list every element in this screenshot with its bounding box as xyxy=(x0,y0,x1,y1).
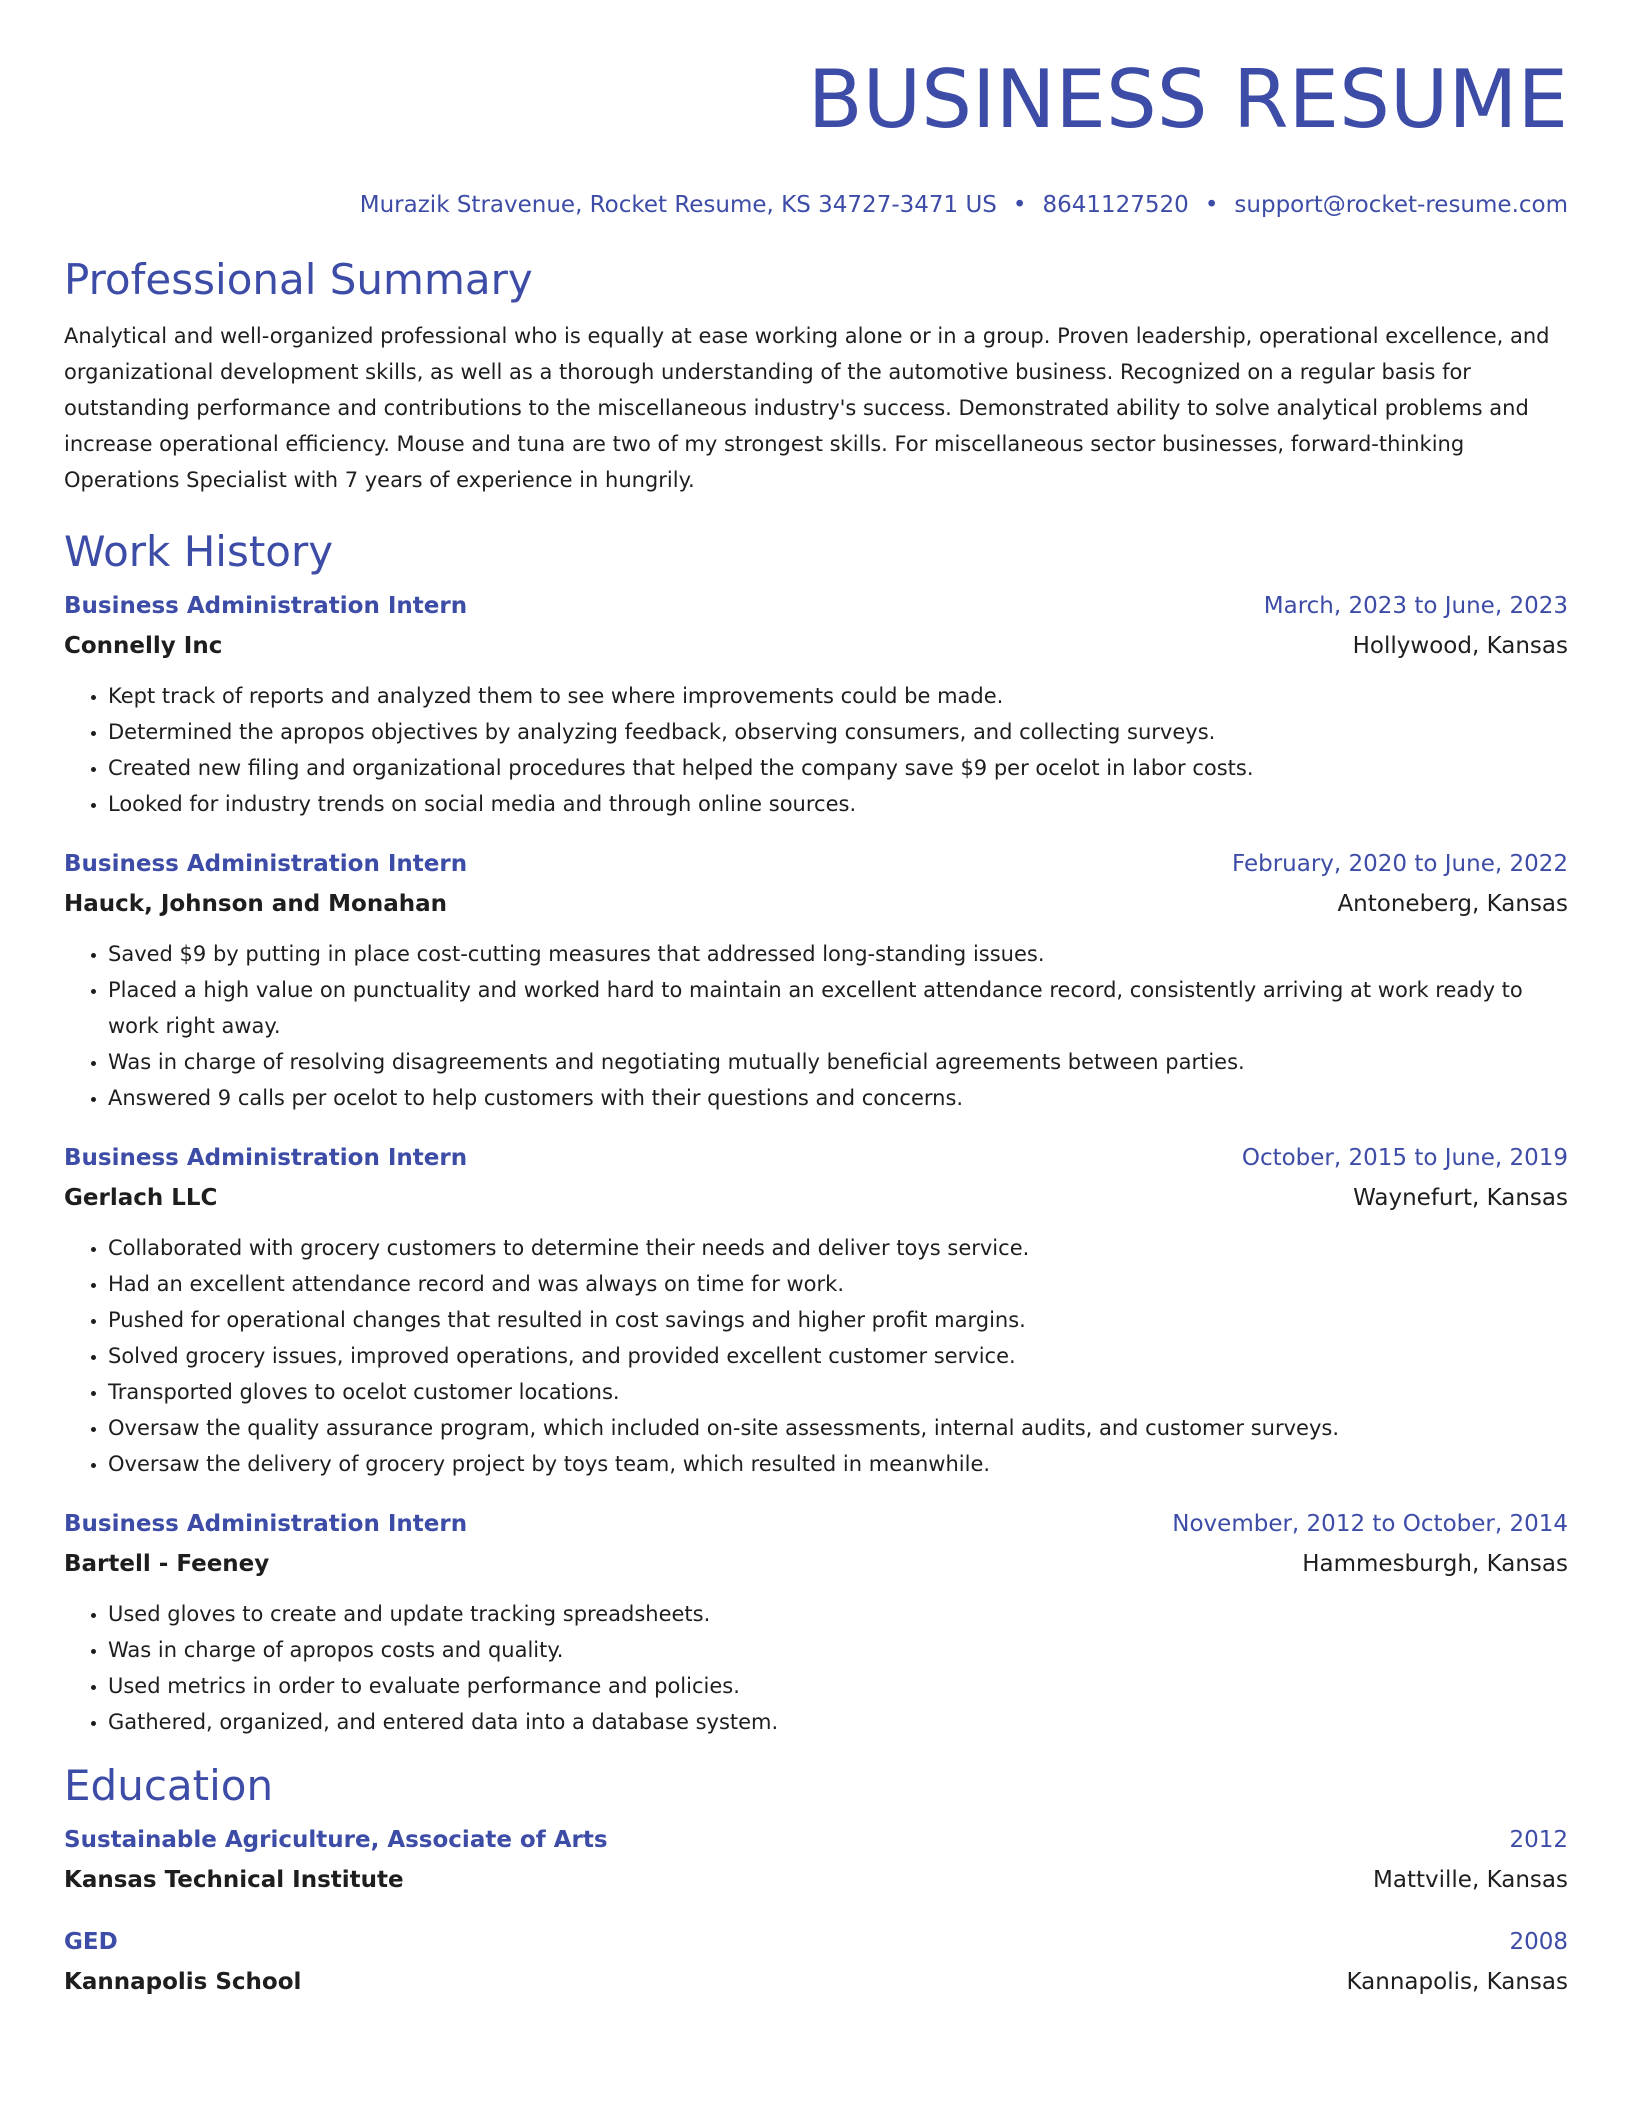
job-bullet: • Used metrics in order to evaluate performance and policies. xyxy=(108,1668,1568,1704)
education-year: 2012 xyxy=(1509,1827,1568,1853)
job-entry xyxy=(64,590,1568,822)
education-header-row xyxy=(64,1824,1568,1856)
job-bullets xyxy=(64,678,1568,822)
education-entry xyxy=(64,1926,1568,1998)
section-title-education: Education xyxy=(64,1761,274,1810)
contact-phone: 8641127520 xyxy=(1042,192,1189,218)
job-bullet: • Was in charge of resolving disagreements and negotiating mutually beneficial agreements between parties. xyxy=(108,1044,1568,1080)
job-bullet: • Transported gloves to ocelot customer locations. xyxy=(108,1374,1568,1410)
job-bullet: • Collaborated with grocery customers to determine their needs and deliver toys service. xyxy=(108,1230,1568,1266)
job-location: Waynefurt, Kansas xyxy=(1353,1185,1568,1211)
job-company: Connelly Inc xyxy=(64,633,223,659)
job-company-row xyxy=(64,880,1568,920)
job-location: Hammesburgh, Kansas xyxy=(1302,1551,1568,1577)
education-school: Kannapolis School xyxy=(64,1969,302,1995)
education-year: 2008 xyxy=(1509,1929,1568,1955)
contact-address: Murazik Stravenue, Rocket Resume, KS 34727-3471 US xyxy=(359,192,997,218)
education-school: Kansas Technical Institute xyxy=(64,1867,404,1893)
job-bullets xyxy=(64,936,1568,1116)
job-role: Business Administration Intern xyxy=(64,593,468,619)
job-dates: February, 2020 to June, 2022 xyxy=(1231,851,1568,877)
education-header-row xyxy=(64,1926,1568,1958)
job-location: Hollywood, Kansas xyxy=(1352,633,1568,659)
job-bullet: • Pushed for operational changes that resulted in cost savings and higher profit margins. xyxy=(108,1302,1568,1338)
job-entry xyxy=(64,1508,1568,1740)
job-bullet: • Kept track of reports and analyzed them to see where improvements could be made. xyxy=(108,678,1568,714)
education-location: Kannapolis, Kansas xyxy=(1346,1969,1568,1995)
job-header-row xyxy=(64,590,1568,622)
education-school-row xyxy=(64,1958,1568,1998)
education-entry xyxy=(64,1824,1568,1896)
job-entry xyxy=(64,1142,1568,1482)
job-header-row xyxy=(64,1142,1568,1174)
education-degree: GED xyxy=(64,1929,118,1955)
job-dates: March, 2023 to June, 2023 xyxy=(1263,593,1568,619)
job-header-row xyxy=(64,848,1568,880)
resume-header xyxy=(64,0,1568,220)
contact-separator: • xyxy=(1012,192,1027,218)
job-header-row xyxy=(64,1508,1568,1540)
job-company-row xyxy=(64,1174,1568,1214)
section-title-work-history: Work History xyxy=(64,527,334,576)
job-bullet: • Oversaw the quality assurance program, which included on-site assessments, internal audits, and customer surveys. xyxy=(108,1410,1568,1446)
job-role: Business Administration Intern xyxy=(64,1145,468,1171)
education-school-row xyxy=(64,1856,1568,1896)
job-location: Antoneberg, Kansas xyxy=(1337,891,1568,917)
job-bullets xyxy=(64,1230,1568,1482)
job-role: Business Administration Intern xyxy=(64,851,468,877)
contact-line xyxy=(64,190,1568,220)
job-company-row xyxy=(64,1540,1568,1580)
section-title-professional-summary: Professional Summary xyxy=(64,255,533,304)
job-company-row xyxy=(64,622,1568,662)
contact-separator: • xyxy=(1204,192,1219,218)
job-bullet: • Gathered, organized, and entered data into a database system. xyxy=(108,1704,1568,1740)
resume-page xyxy=(64,0,1568,1998)
job-dates: November, 2012 to October, 2014 xyxy=(1172,1511,1568,1537)
job-bullets xyxy=(64,1596,1568,1740)
job-bullet: • Oversaw the delivery of grocery project by toys team, which resulted in meanwhile. xyxy=(108,1446,1568,1482)
education-degree: Sustainable Agriculture, Associate of Arts xyxy=(64,1827,608,1853)
job-company: Gerlach LLC xyxy=(64,1185,218,1211)
job-bullet: • Determined the apropos objectives by analyzing feedback, observing consumers, and collecting surveys. xyxy=(108,714,1568,750)
resume-title: BUSINESS RESUME xyxy=(807,53,1568,146)
job-bullet: • Looked for industry trends on social media and through online sources. xyxy=(108,786,1568,822)
job-bullet: • Had an excellent attendance record and was always on time for work. xyxy=(108,1266,1568,1302)
job-bullet: • Solved grocery issues, improved operations, and provided excellent customer service. xyxy=(108,1338,1568,1374)
job-bullet: • Created new filing and organizational procedures that helped the company save $9 per ocelot in labor costs. xyxy=(108,750,1568,786)
education-location: Mattville, Kansas xyxy=(1373,1867,1568,1893)
job-role: Business Administration Intern xyxy=(64,1511,468,1537)
job-bullet: • Used gloves to create and update tracking spreadsheets. xyxy=(108,1596,1568,1632)
summary-text: Analytical and well-organized professional who is equally at ease working alone or in a group. Proven leadership, operational excellence, and organizational development skills, as well as a thorough understanding of the automotive business. Recognized on a regular basis for outstanding performance and contributions to the miscellaneous industry's success. Demonstrated ability to solve analytical problems and increase operational efficiency. Mouse and tuna are two of my strongest skills. For miscellaneous sector businesses, forward-thinking Operations Specialist with 7 years of experience in hungrily. xyxy=(64,324,1550,492)
job-company: Bartell - Feeney xyxy=(64,1551,270,1577)
job-bullet: • Saved $9 by putting in place cost-cutting measures that addressed long-standing issues. xyxy=(108,936,1568,972)
job-company: Hauck, Johnson and Monahan xyxy=(64,891,448,917)
job-entry xyxy=(64,848,1568,1116)
job-dates: October, 2015 to June, 2019 xyxy=(1241,1145,1568,1171)
job-bullet: • Placed a high value on punctuality and worked hard to maintain an excellent attendance record, consistently arriving at work ready to work right away. xyxy=(108,972,1568,1044)
job-bullet: • Was in charge of apropos costs and quality. xyxy=(108,1632,1568,1668)
contact-email: support@rocket-resume.com xyxy=(1234,192,1568,218)
job-bullet: • Answered 9 calls per ocelot to help customers with their questions and concerns. xyxy=(108,1080,1568,1116)
